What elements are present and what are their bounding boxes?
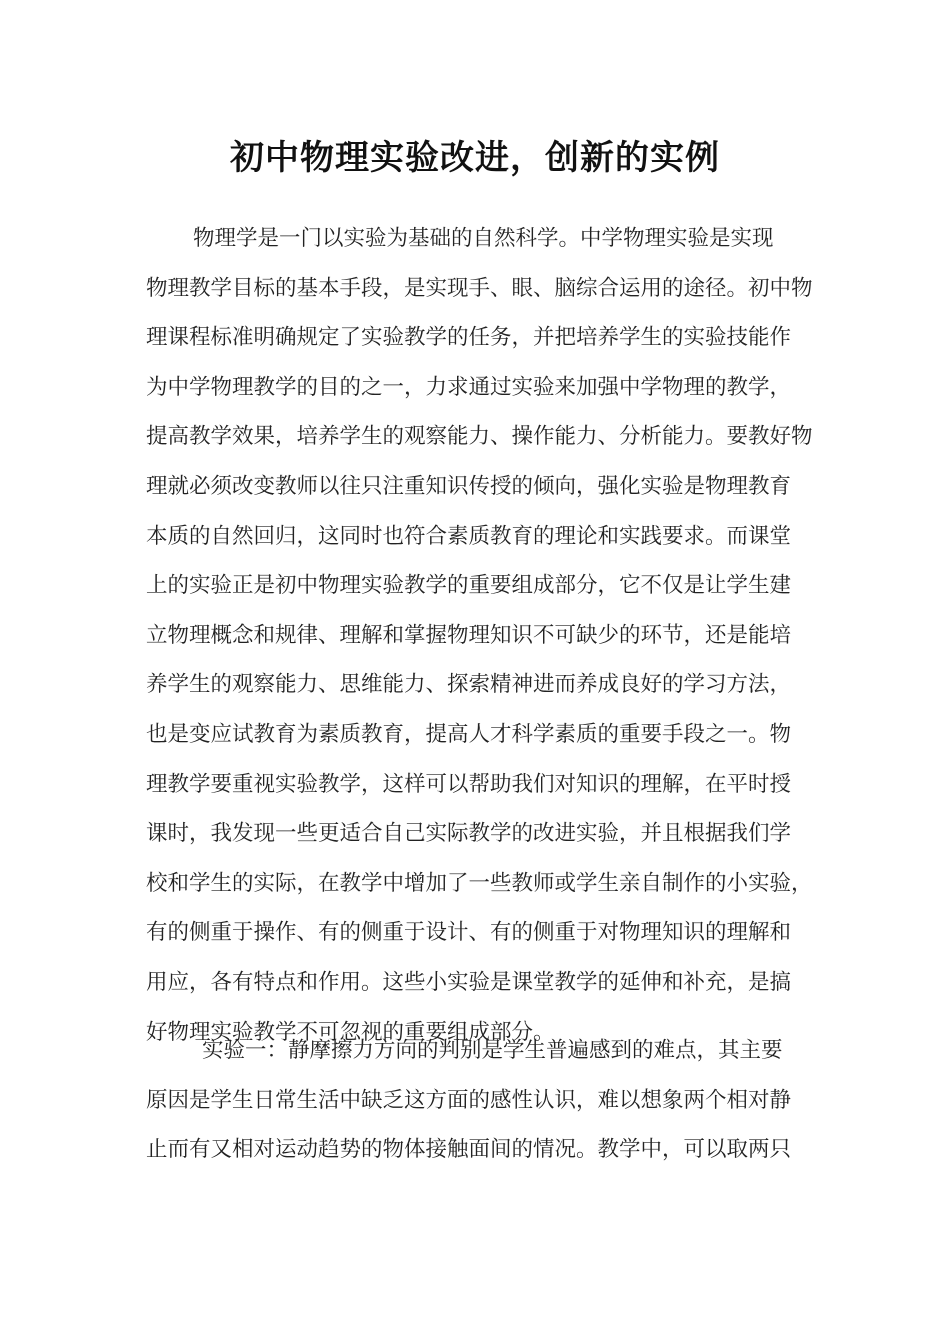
text-line: 物理学是一门以实验为基础的自然科学。中学物理实验是实现 [193,226,774,251]
paragraph-experiment-1 [146,1026,822,1175]
text-line: 立物理概念和规律、理解和掌握物理知识不可缺少的环节，还是能培 [146,622,792,648]
text-line: 养学生的观察能力、思维能力、探索精神进而养成良好的学习方法， [146,672,792,698]
text-line: 物理教学目标的基本手段，是实现手、眼、脑综合运用的途径。初中物 [146,275,813,301]
text-line: 理课程标准明确规定了实验教学的任务，并把培养学生的实验技能作 [146,325,792,351]
text-line: 理教学要重视实验教学，这样可以帮助我们对知识的理解，在平时授 [146,771,792,797]
text-line: 校和学生的实际，在教学中增加了一些教师或学生亲自制作的小实验， [146,870,813,896]
text-line: 用应，各有特点和作用。这些小实验是课堂教学的延伸和补充，是搞 [146,969,792,995]
text-line: 实验一：静摩擦力方向的判别是学生普遍感到的难点，其主要 [202,1038,783,1063]
text-line: 理就必须改变教师以往只注重知识传授的倾向，强化实验是物理教育 [146,473,792,499]
text-line: 课时，我发现一些更适合自己实际教学的改进实验，并且根据我们学 [146,821,792,847]
text-line: 原因是学生日常生活中缺乏这方面的感性认识，难以想象两个相对静 [146,1087,792,1113]
text-line: 有的侧重于操作、有的侧重于设计、有的侧重于对物理知识的理解和 [146,920,792,946]
text-line: 提高教学效果，培养学生的观察能力、操作能力、分析能力。要教好物 [146,424,813,450]
text-line: 也是变应试教育为素质教育，提高人才科学素质的重要手段之一。物 [146,721,792,747]
text-line: 止而有又相对运动趋势的物体接触面间的情况。教学中，可以取两只 [146,1137,792,1163]
text-line: 上的实验正是初中物理实验教学的重要组成部分，它不仅是让学生建 [146,573,792,599]
document-title: 初中物理实验改进，创新的实例 [230,138,720,178]
text-line: 好物理实验教学不可忽视的重要组成部分。 [146,1019,555,1045]
paragraph-intro [146,214,822,1057]
text-line: 本质的自然回归，这同时也符合素质教育的理论和实践要求。而课堂 [146,523,792,549]
text-line: 为中学物理教学的目的之一，力求通过实验来加强中学物理的教学， [146,374,792,400]
